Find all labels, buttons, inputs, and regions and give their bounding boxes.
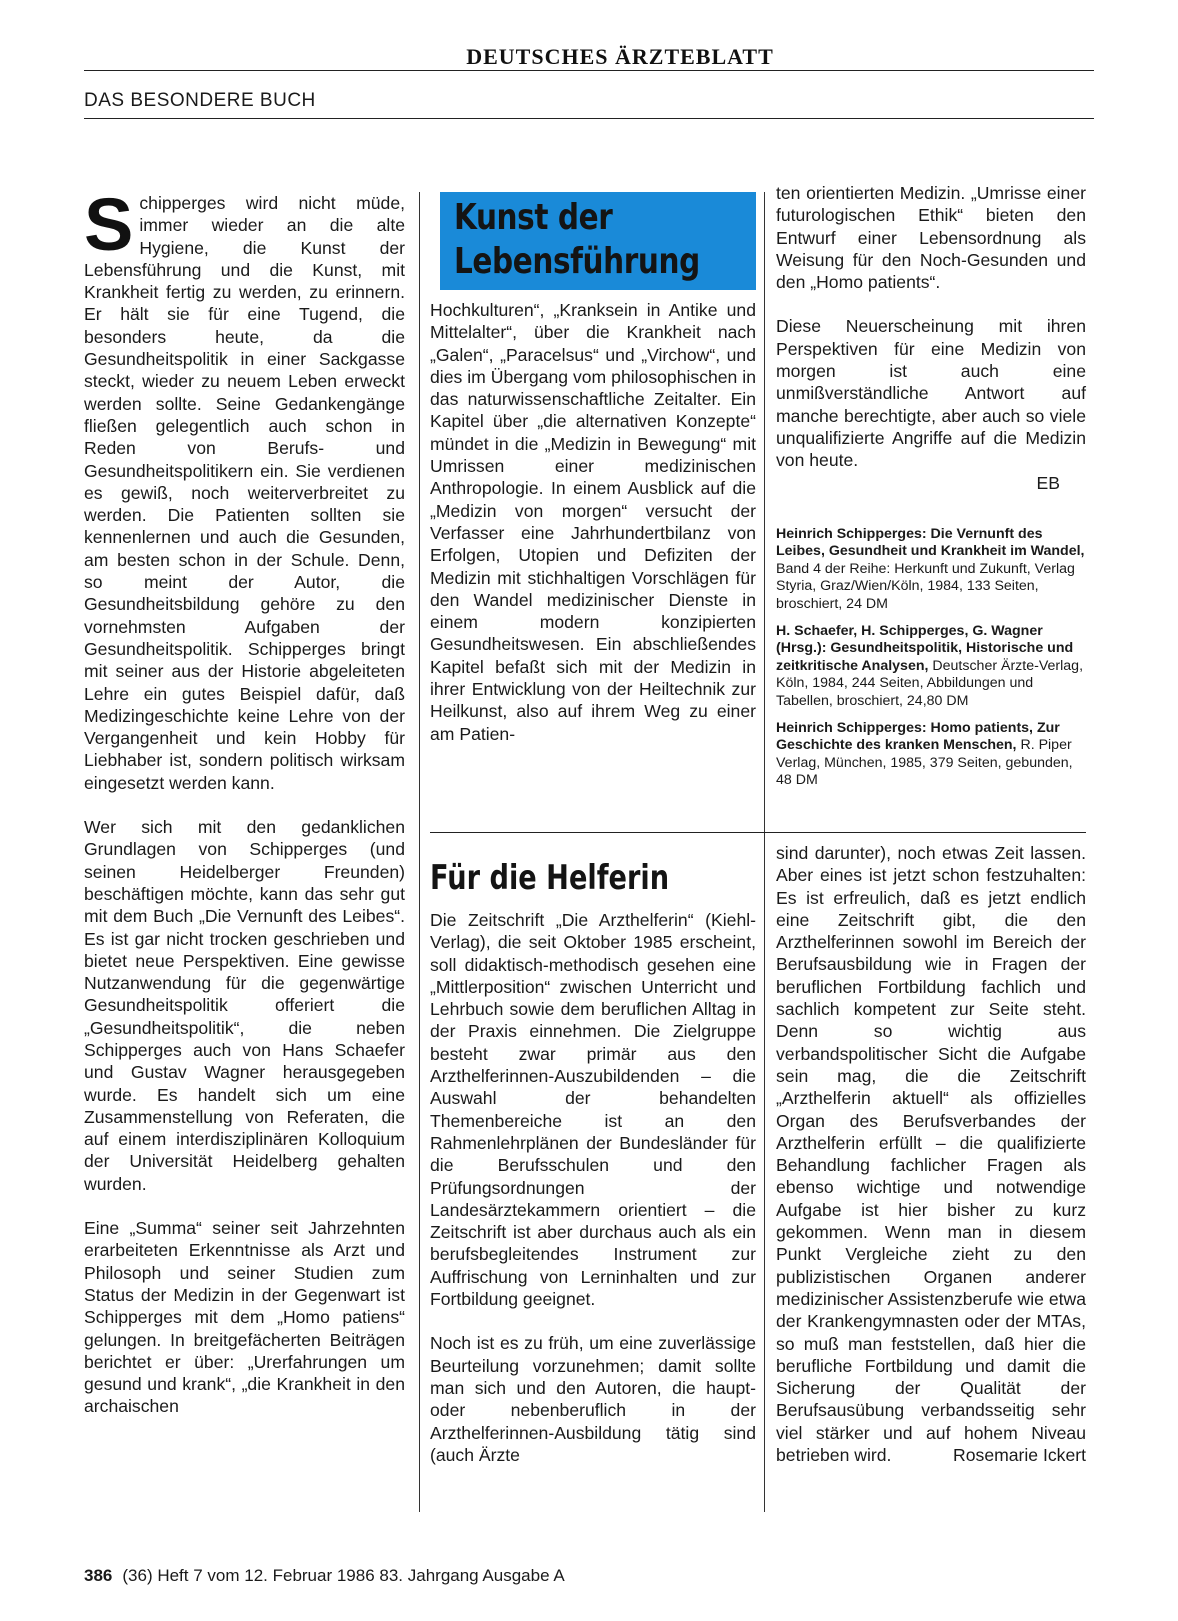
masthead: DEUTSCHES ÄRZTEBLATT [466, 44, 774, 69]
article1-col3-paragraph-2: Diese Neuerscheinung mit ihren Perspektiven für eine Medizin von morgen ist auch eine unmißverständliche Antwort auf manche berechtigte, aber auch so viele unqualifizierte Angriffe auf die Medizin von heute. [776, 316, 1086, 471]
book-references [776, 526, 1086, 800]
article2-col3-paragraph: sind darunter), noch etwas Zeit lassen. Aber eines ist jetzt schon festzuhalten: Es ist erfreulich, daß es jetzt endlich eine Zeitschrift gibt, die den Arzthelferinnen sowohl im Bereich der Berufsausbildung wie in Fragen der beruflichen Fortbildung fachlich und sachlich kompetent zur Seite steht. Denn so wichtig aus verbandspolitischer Sicht die Aufgabe sein mag, die die Zeitschrift „Arzthelferin aktuell“ als offizielles Organ des Berufsverbandes der Arzthelferin erfüllt – die qualifizierte Behandlung fachlicher Fragen als ebenso wichtige und notwendige Aufgabe ist hier bisher zu kurz gekommen. Wenn man in diesem Punkt Vergleiche zieht zu den publizistischen Organen anderer medizinischer Assistenzberufe wie etwa der Krankengymnasten oder der MTAs, so muß man feststellen, daß hier die berufliche Fortbildung und damit die Sicherung der Qualität der Berufsausübung verbandsseitig sehr viel stärker und auf hohem Niveau betrieben wird. Rosemarie Ickert [776, 843, 1086, 1466]
column-divider-2 [764, 192, 765, 1512]
issue-info: (36) Heft 7 vom 12. Februar 1986 83. Jahrgang Ausgabe A [122, 1566, 565, 1585]
section-label: DAS BESONDERE BUCH [84, 90, 316, 111]
book-reference: Heinrich Schipperges: Homo patients, Zur Geschichte des kranken Menschen, R. Piper Verlag, München, 1985, 379 Seiten, gebunden, 48 DM [776, 720, 1073, 789]
book-reference: Heinrich Schipperges: Die Vernunft des Leibes, Gesundheit und Krankheit im Wandel, Band 4 der Reihe: Herkunft und Zukunft, Verlag Styria, Graz/Wien/Köln, 1984, 133 Seiten, broschiert, 24 DM [776, 526, 1085, 612]
section-rule [84, 118, 1094, 119]
page-number: 386 [84, 1566, 113, 1585]
article2-separator-rule [430, 832, 1086, 833]
author-initials: EB [1036, 472, 1060, 493]
article2-col2-paragraph-1: Die Zeitschrift „Die Arzthelferin“ (Kiehl-Verlag), die seit Oktober 1985 erscheint, soll didaktisch-methodisch gesehen eine „Mittlerposition“ zwischen Unterricht und Lehrbuch sowie dem beruflichen Alltag in der Praxis einnehmen. Die Zielgruppe besteht zwar primär aus den Arzthelferinnen-Auszubildenden – die Auswahl der behandelten Themenbereiche ist an den Rahmenlehrplänen der Bundesländer für die Berufsschulen und den Prüfungsordnungen der Landesärztekammern orientiert – die Zeitschrift ist aber durchaus auch als ein berufsbegleitendes Instrument zur Auffrischung von Lerninhalten und zur Fortbildung geeignet. [430, 910, 756, 1310]
column-divider-1 [419, 192, 420, 1512]
dropcap-letter: S [84, 183, 134, 266]
book-reference: H. Schaefer, H. Schipperges, G. Wagner (Hrsg.): Gesundheitspolitik, Historische und zeitkritische Analysen, Deutscher Ärzte-Verlag, Köln, 1984, 244 Seiten, Abbildungen und Tabellen, broschiert, 24,80 DM [776, 623, 1084, 709]
article2-author: Rosemarie Ickert [953, 1445, 1086, 1466]
article1-paragraph-3: Eine „Summa“ seiner seit Jahrzehnten erarbeiteten Erkenntnisse als Arzt und Philosoph und seiner Studien zum Status der Medizin in der Gegenwart ist Schipperges mit dem „Homo patiens“ gelungen. In breitgefächerten Beiträgen berichtet er über: „Urerfahrungen um gesund und krank“, „die Krankheit in den archaischen [84, 1218, 405, 1417]
article1-signoff [776, 472, 1086, 494]
article2-column-3 [776, 842, 1086, 1466]
article1-column-3 [776, 182, 1086, 494]
article2-column-2 [430, 909, 756, 1488]
article1-paragraph-2: Wer sich mit den gedanklichen Grundlagen von Schipperges (und seinen Heidelberger Freunden) beschäftigen möchte, kann das sehr gut mit dem Buch „Die Vernunft des Leibes“. Es ist gar nicht trocken geschrieben und bietet neue Perspektiven. Eine gewisse Nutzanwendung für die gegenwärtige Gesundheitspolitik offeriert die „Gesundheitspolitik“, die neben Schipperges auch von Hans Schaefer und Gustav Wagner herausgegeben wurde. Es handelt sich um eine Zusammenstellung von Referaten, die auf einem interdisziplinären Kolloquium der Universität Heidelberg gehalten wurden. [84, 817, 405, 1194]
masthead-rule [84, 70, 1094, 71]
article1-col3-paragraph-1: ten orientierten Medizin. „Umrisse einer futurologischen Ethik“ bieten den Entwurf einer Lebensordnung als Weisung für den Noch-Gesunden und den „Homo patients“. [776, 183, 1086, 293]
article2-title: Für die Helferin [430, 858, 670, 898]
article1-title-box [440, 192, 756, 290]
article1-col2-paragraph: Hochkulturen“, „Kranksein in Antike und Mittelalter“, über die Krankheit nach „Galen“, „Paracelsus“ und „Virchow“, und dies im Übergang vom philosophischen in das naturwissenschaftliche Zeitalter. Ein Kapitel über „die alternativen Konzepte“ mündet in die „Medizin in Bewegung“ mit Umrissen einer medizinischen Anthropologie. In einem Ausblick auf die „Medizin von morgen“ versucht der Verfasser eine Jahrhundertbilanz von Erfolgen, Utopien und Defiziten der Medizin mit stichhaltigen Vorschlägen für den Wandel medizinischer Dienste in einem modern konzipierten Gesundheitswesen. Ein abschließendes Kapitel befaßt sich mit der Medizin in ihrer Entwicklung von der Heiltechnik zur Heilkunst, also auf ihrem Weg zu einer am Patien- [430, 300, 756, 744]
article1-paragraph-1: Schipperges wird nicht müde, immer wieder an die alte Hygiene, die Kunst der Lebensführung und die Kunst, mit Krankheit fertig zu werden, zu erinnern. Er hält sie für eine Tugend, die besonders heute, da die Gesundheitspolitik in einer Sackgasse steckt, wieder zu neuem Leben erweckt werden sollte. Seine Gedankengänge fließen gelegentlich auch schon in Reden von Berufs- und Gesundheitspolitikern ein. Sie verdienen es gewiß, noch weiterverbreitet zu werden. Die Patienten sollten sie kennenlernen und auch die Gesunden, am besten schon in der Schule. Denn, so meint der Autor, die Gesundheitsbildung gehöre zu den vornehmsten Aufgaben der Gesundheitspolitik. Schipperges bringt mit seiner aus der Historie abgeleiteten Lehre ein gutes Beispiel dafür, daß Medizingeschichte keine Lehre von der Vergangenheit und kein Hobby für Liebhaber ist, sondern politisch wirksam eingesetzt werden kann. [84, 183, 405, 793]
article1-column-2 [430, 299, 756, 767]
page-footer [84, 1566, 565, 1586]
article1-title: Kunst der Lebensführung [454, 197, 700, 282]
article2-col2-paragraph-2: Noch ist es zu früh, um eine zuverlässige Beurteilung vorzunehmen; damit sollte man sich und den Autoren, die haupt- oder nebenberuflich in der Arzthelferinnen-Ausbildung tätig sind (auch Ärzte [430, 1333, 756, 1465]
article1-column-1 [84, 183, 405, 1440]
